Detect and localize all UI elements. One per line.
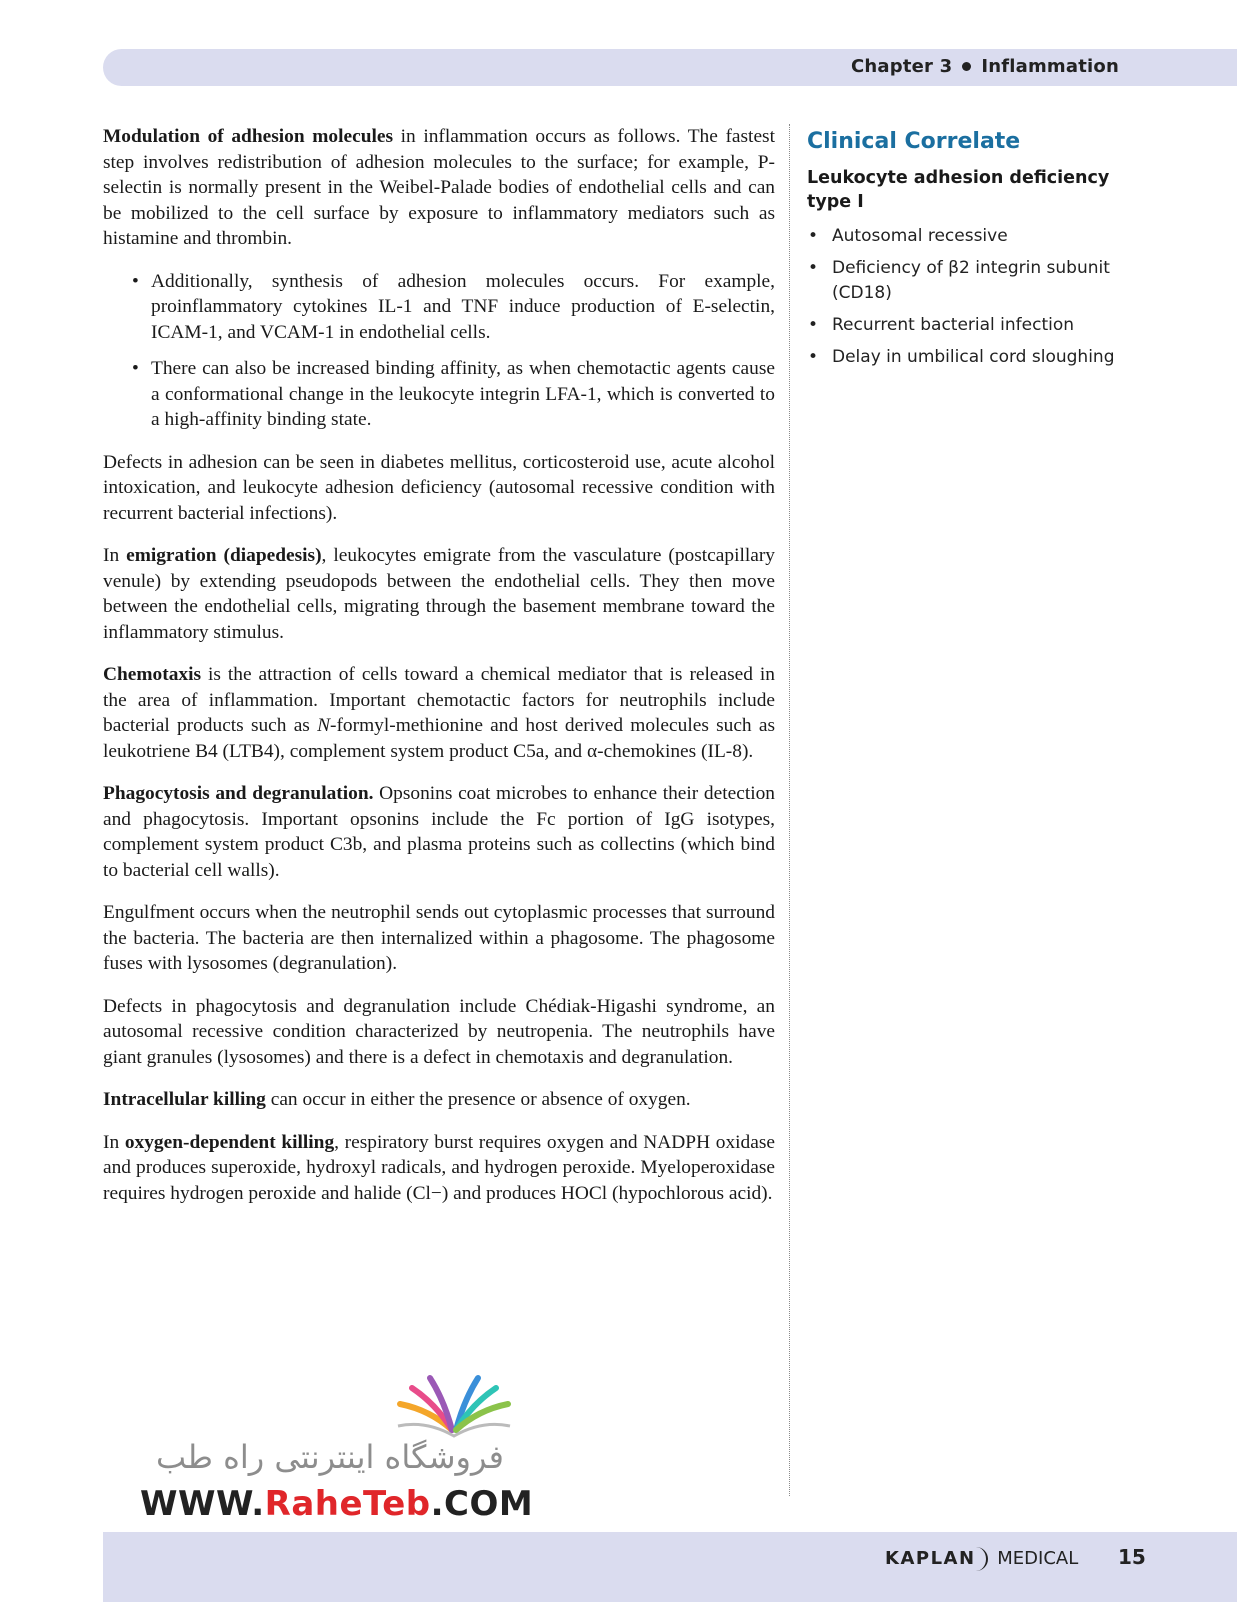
term: oxygen-dependent killing [124,1131,335,1153]
logo-swoosh-icon [974,1547,988,1571]
term: Phagocytosis and degranulation. [103,783,374,804]
watermark-persian-text: فروشگاه اینترنتی راه طب [156,1438,504,1476]
term: emigration (diapedesis) [126,545,322,566]
sidebar-subtitle: Leukocyte adhesion deficiency type I [807,168,1110,212]
page-number: 15 [1118,1545,1146,1569]
term: Modulation of adhesion molecules [103,126,394,147]
sidebar-title: Clinical Correlate [807,129,1021,154]
list-item: • Additionally, synthesis of adhesion molecules occurs. For example, proinflammatory cytokines IL-1 and TNF induce production of E-selectin, ICAM-1, and VCAM-1 in endothelial cells. [151,269,775,346]
paragraph-intracellular-killing: Intracellular killing can occur in either the presence or absence of oxygen. [103,1089,691,1110]
main-column [103,124,775,1223]
paragraph-adhesion-defects: Defects in adhesion can be seen in diabetes mellitus, corticosteroid use, acute alcohol intoxication, and leukocyte adhesion deficiency (autosomal recessive condition with recurrent bacterial infections). [103,451,775,524]
term: Chemotaxis [103,664,202,685]
chapter-topic: Inflammation [981,56,1119,77]
watermark-url: WWW.RaheTeb.COM [140,1484,534,1524]
running-header [851,56,1119,77]
watermark [140,1370,534,1524]
list-item: • Deficiency of β2 integrin subunit (CD18) [832,256,1137,306]
paragraph-engulfment: Engulfment occurs when the neutrophil sends out cytoplasmic processes that surround the bacteria. The bacteria are then internalized within a phagosome. The phagosome fuses with lysosomes (degranulation). [103,902,775,974]
logo-brand: KAPLAN [885,1548,976,1569]
bullet-separator-icon [962,62,971,71]
paragraph-phagocytosis: Phagocytosis and degranulation. Opsonins coat microbes to enhance their detection and phagocytosis. Important opsonins include the Fc portion of IgG isotypes, complement system product C3b, and plasma proteins such as collectins (which bind to bacterial cell walls). [103,783,775,881]
list-item: • There can also be increased binding affinity, as when chemotactic agents cause a conformational change in the leukocyte integrin LFA-1, which is converted to a high-affinity binding state. [151,356,775,433]
paragraph-oxygen-dependent-killing: In oxygen-dependent killing, respiratory burst requires oxygen and NADPH oxidase and produces superoxide, hydroxyl radicals, and hydrogen peroxide. Myeloperoxidase requires hydrogen peroxide and halide (Cl−) and produces HOCl (hypochlorous acid). [103,1131,775,1204]
list-item: • Autosomal recessive [832,224,1137,249]
column-divider [789,124,790,1496]
paragraph-chemotaxis: Chemotaxis is the attraction of cells toward a chemical mediator that is released in the area of inflammation. Important chemotactic factors for neutrophils include bacterial products such as N-formyl-methionine and host derived molecules such as leukotriene B4 (LTB4), complement system product C5a, and α-chemokines (IL-8). [103,664,775,762]
open-book-logo-icon [390,1370,520,1440]
term: Intracellular killing [103,1089,266,1110]
logo-word: MEDICAL [997,1548,1079,1569]
list-item: • Delay in umbilical cord sloughing [832,345,1137,370]
sidebar-list [807,224,1137,370]
chapter-label: Chapter 3 [850,56,953,77]
list-item: • Recurrent bacterial infection [832,313,1137,338]
paragraph-phagocytosis-defects: Defects in phagocytosis and degranulation include Chédiak-Higashi syndrome, an autosomal recessive condition characterized by neutropenia. The neutrophils have giant granules (lysosomes) and there is a defect in chemotaxis and degranulation. [103,995,775,1068]
publisher-logo [885,1547,1078,1571]
paragraph-adhesion-modulation: Modulation of adhesion molecules in inflammation occurs as follows. The fastest step involves redistribution of adhesion molecules to the surface; for example, P-selectin is normally present in the Weibel-Palade bodies of endothelial cells and can be mobilized to the cell surface by exposure to inflammatory mediators such as histamine and thrombin. [103,126,775,249]
clinical-correlate-sidebar [807,128,1137,377]
adhesion-bullet-list [103,269,775,433]
paragraph-emigration: In emigration (diapedesis), leukocytes emigrate from the vasculature (postcapillary venule) by extending pseudopods between the endothelial cells. They then move between the endothelial cells, migrating through the basement membrane toward the inflammatory stimulus. [103,545,776,643]
